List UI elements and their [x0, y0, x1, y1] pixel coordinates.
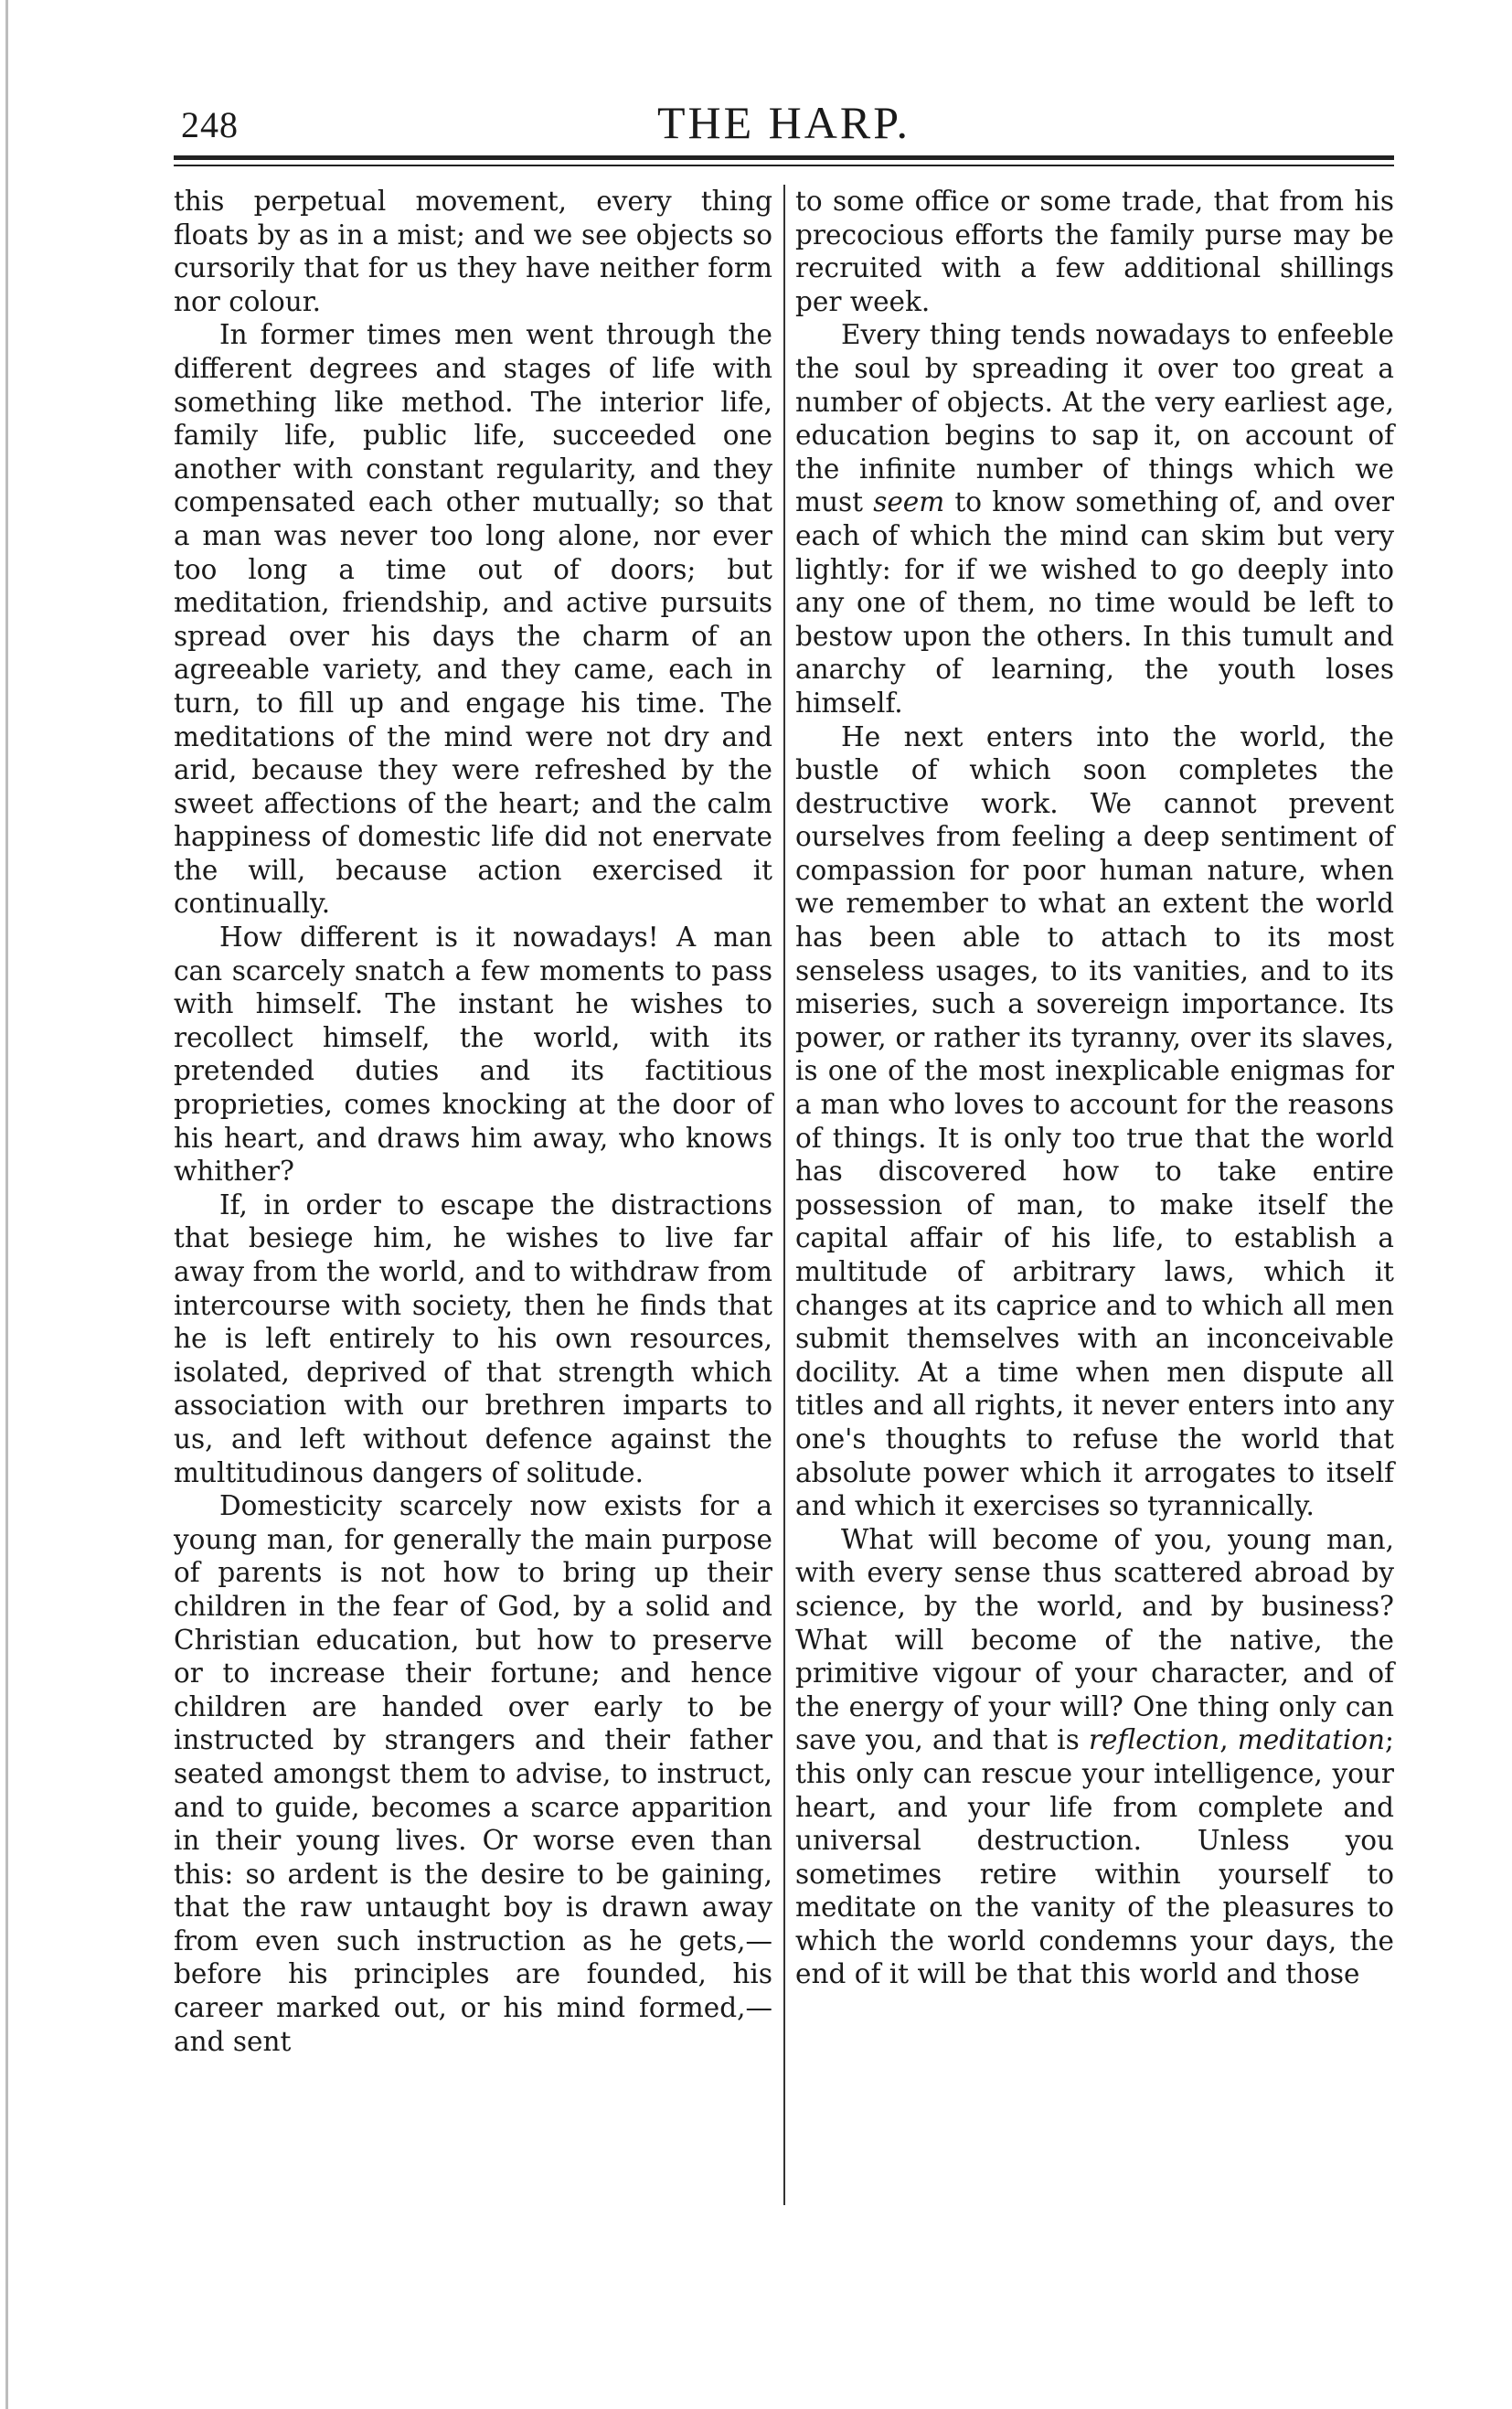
paragraph: this perpetual movement, every thing floats by as in a mist; and we see objects so cursorily that for us they have neither form nor colour. — [174, 186, 772, 317]
paragraph: If, in order to escape the distractions that besiege him, he wishes to live far away from the world, and to withdraw from intercourse with society, then he finds that he is left entirely to his own resources, isolated, deprived of that strength which association with our brethren imparts to us, and left without defence against the multitudinous dangers of solitude. — [174, 1189, 772, 1488]
paragraph: How different is it nowadays! A man can scarcely snatch a few moments to pass with himself. The instant he wishes to recollect himself, the world, with its pretended duties and its factitious proprieties, comes knocking at the door of his heart, and draws him away, who knows whither? — [174, 922, 772, 1188]
text-run: Every thing tends nowadays to enfeeble the soul by spreading it over too great a number of objects. At the very earliest age, education begins to sap it, on account of the infinite number of things which we must — [795, 319, 1394, 518]
text-run: What will become of you, young man, with every sense thus scattered abroad by science, by the world, and by business? What will become of the native, the primitive vigour of your character, and of the energy of your will? One thing only can save you, and that is — [795, 1523, 1394, 1756]
paragraph: In former times men went through the different degrees and stages of life with something like method. The interior life, family life, public life, succeeded one another with constant regularity, and they compensated each other mutually; so that a man was never too long alone, nor ever too long a time out of doors; but meditation, friendship, and active pursuits spread over his days the charm of an agreeable variety, and they came, each in turn, to fill up and engage his time. The meditations of the mind were not dry and arid, because they were refreshed by the sweet affections of the heart; and the calm happiness of domestic life did not enervate the will, because action exercised it continually. — [174, 319, 772, 920]
header-rule-thick — [174, 155, 1394, 160]
italic-text: reflection — [1088, 1724, 1220, 1756]
page-number: 248 — [181, 104, 239, 145]
right-column — [795, 185, 1394, 1991]
paragraph: to some office or some trade, that from his precocious efforts the family purse may be recruited with a few additional shillings per week. — [795, 186, 1394, 317]
left-column — [174, 185, 772, 2058]
paragraph — [795, 318, 1394, 720]
text-run: , — [1219, 1724, 1238, 1756]
header-rule-thin — [174, 165, 1394, 166]
text-run: ; this only can rescue your intelligence, your heart, and your life from complete and universal destruction. Unless you sometimes retire within yourself to meditate on the vanity of the pleasures to which the world condemns your days, the end of it will be that this world and those — [795, 1724, 1394, 1990]
paragraph: Domesticity scarcely now exists for a young man, for generally the main purpose of parents is not how to bring up their children in the fear of God, by a solid and Christian education, but how to preserve or to increase their fortune; and hence children are handed over early to be instructed by strangers and their father seated amongst them to advise, to instruct, and to guide, becomes a scarce apparition in their young lives. Or worse even than this: so ardent is the desire to be gaining, that the raw untaught boy is drawn away from even such instruction as he gets,—before his principles are founded, his career marked out, or his mind formed,—and sent — [174, 1490, 772, 2057]
italic-text: meditation — [1237, 1724, 1386, 1756]
paragraph — [795, 1523, 1394, 1991]
text-run: to know something of, and over each of which the mind can skim but very lightly: for if we wished to go deeply into any one of them, no time would be left to bestow upon the others. In this tumult and anarchy of learning, the youth loses himself. — [795, 486, 1394, 719]
italic-text: seem — [873, 486, 945, 518]
running-title: THE HARP. — [656, 97, 911, 148]
column-divider — [783, 185, 785, 2205]
page-edge-shadow — [5, 0, 8, 2409]
page-header — [174, 87, 1394, 151]
paragraph: He next enters into the world, the bustle of which soon completes the destructive work. We cannot prevent ourselves from feeling a deep sentiment of compassion for poor human nature, when we remember to what an extent the world has been able to attach to its most senseless usages, to its vanities, and to its miseries, such a sovereign importance. Its power, or rather its tyranny, over its slaves, is one of the most inexplicable enigmas for a man who loves to account for the reasons of things. It is only too true that the world has discovered how to take entire possession of man, to make itself the capital affair of his life, to establish a multitude of arbitrary laws, which it changes at its caprice and to which all men submit themselves with an inconceivable docility. At a time when men dispute all titles and all rights, it never enters into any one's thoughts to refuse the world that absolute power which it arrogates to itself and which it exercises so tyrannically. — [795, 720, 1394, 1522]
